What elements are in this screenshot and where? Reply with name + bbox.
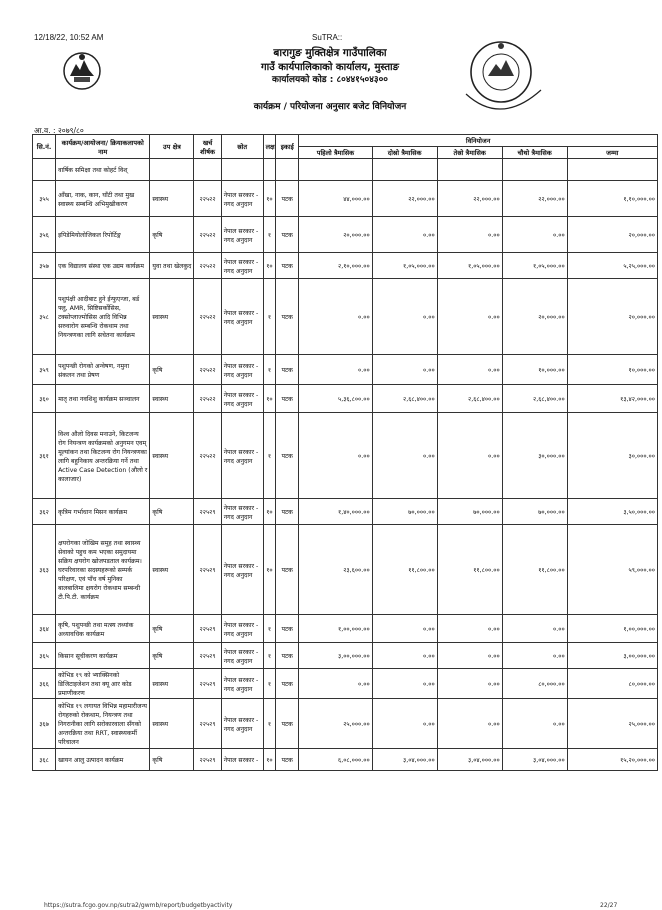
expense-head-cell: २२५२९ bbox=[194, 615, 221, 643]
col-target: लक्ष bbox=[263, 135, 276, 159]
q3-cell: ०.०० bbox=[437, 413, 502, 499]
total-cell: १३,४२,०००.०० bbox=[567, 385, 657, 413]
q1-cell: १,००,०००.०० bbox=[299, 615, 372, 643]
q2-cell: ०.०० bbox=[372, 699, 437, 749]
col-q2: दोस्रो त्रैमासिक bbox=[372, 147, 437, 159]
q3-cell: ०.०० bbox=[437, 355, 502, 385]
total-cell: ५९,०००.०० bbox=[567, 525, 657, 615]
q2-cell: ३,०४,०००.०० bbox=[372, 749, 437, 771]
expense-head-cell: २२५२२ bbox=[194, 355, 221, 385]
footer-page: 22/27 bbox=[600, 902, 618, 909]
sector-cell: स्वास्थ्य bbox=[150, 181, 194, 217]
program-cell: कृषि, पशुपन्छी तथा मत्स्य तथ्यांक अध्यावधिक कार्यक्रम bbox=[56, 615, 150, 643]
q1-cell: ५,३६,८००.०० bbox=[299, 385, 372, 413]
q4-cell: २,६८,४००.०० bbox=[502, 385, 567, 413]
sn-cell: ३६३ bbox=[33, 525, 56, 615]
budget-table bbox=[32, 134, 658, 771]
program-cell: वार्षिक समिक्षा तथा कोहर्ट विश् bbox=[56, 159, 150, 181]
sector-cell: युवा तथा खेलकुद bbox=[150, 253, 194, 279]
col-program: कार्यक्रम/आयोजना/ क्रियाकलापको नाम bbox=[56, 135, 150, 159]
sector-cell: कृषि bbox=[150, 615, 194, 643]
q2-cell: १,०५,०००.०० bbox=[372, 253, 437, 279]
col-sector: उप क्षेत्र bbox=[150, 135, 194, 159]
target-cell: १ bbox=[263, 217, 276, 253]
q1-cell: ३,००,०००.०० bbox=[299, 643, 372, 669]
sn-cell: ३५६ bbox=[33, 217, 56, 253]
table-row bbox=[33, 699, 658, 749]
table-row bbox=[33, 615, 658, 643]
q3-cell: ०.०० bbox=[437, 279, 502, 355]
expense-head-cell: २२५२२ bbox=[194, 181, 221, 217]
sector-cell: कृषि bbox=[150, 355, 194, 385]
table-row bbox=[33, 253, 658, 279]
table-row bbox=[33, 525, 658, 615]
target-cell: १ bbox=[263, 643, 276, 669]
total-cell: ३०,०००.०० bbox=[567, 413, 657, 499]
sector-cell: कृषि bbox=[150, 643, 194, 669]
total-cell: ३,००,०००.०० bbox=[567, 643, 657, 669]
unit-cell: पटक bbox=[276, 217, 299, 253]
sector-cell: कृषि bbox=[150, 749, 194, 771]
total-cell: २५,०००.०० bbox=[567, 699, 657, 749]
expense-head-cell: २२५२२ bbox=[194, 217, 221, 253]
sn-cell: ३५८ bbox=[33, 279, 56, 355]
q3-cell: २२,०००.०० bbox=[437, 181, 502, 217]
q1-cell: २,१०,०००.०० bbox=[299, 253, 372, 279]
unit-cell: पटक bbox=[276, 253, 299, 279]
q3-cell: ०.०० bbox=[437, 699, 502, 749]
program-cell: कृत्रिम गर्भाधान मिसन कार्यक्रम bbox=[56, 499, 150, 525]
q2-cell: ०.०० bbox=[372, 669, 437, 699]
target-cell: १० bbox=[263, 253, 276, 279]
q4-cell: ३०,०००.०० bbox=[502, 413, 567, 499]
source-cell: नेपाल सरकार - नगद अनुदान bbox=[221, 413, 263, 499]
q1-cell: ०.०० bbox=[299, 669, 372, 699]
program-cell: क्षयरोगका जोखिम समुह तथा स्वास्थ्य सेवाको पहुच कम भएका समुदायमा सक्रिय क्षयरोग खोजपडताल कार्यक्रम। घरपरिवारका सदस्यहरूको सम्पर्क परिक्षण, एवं पाँच वर्ष मुनिका बालबालिमा क्षयरोग रोकथाम सम्बन्धी टी.पि.टी. कार्यक्रम bbox=[56, 525, 150, 615]
table-row bbox=[33, 643, 658, 669]
expense-head-cell: २२५२९ bbox=[194, 499, 221, 525]
source-cell: नेपाल सरकार - नगद अनुदान bbox=[221, 385, 263, 413]
total-cell: ५,२५,०००.०० bbox=[567, 253, 657, 279]
q4-cell: ०.०० bbox=[502, 217, 567, 253]
q2-cell: ०.०० bbox=[372, 413, 437, 499]
table-row bbox=[33, 181, 658, 217]
q2-cell: ०.०० bbox=[372, 217, 437, 253]
sector-cell: कृषि bbox=[150, 499, 194, 525]
q1-cell: २५,०००.०० bbox=[299, 699, 372, 749]
sector-cell: स्वास्थ्य bbox=[150, 279, 194, 355]
col-unit: इकाई bbox=[276, 135, 299, 159]
source-cell: नेपाल सरकार - नगद अनुदान bbox=[221, 181, 263, 217]
source-cell: नेपाल सरकार - नगद अनुदान bbox=[221, 643, 263, 669]
total-cell: १,१०,०००.०० bbox=[567, 181, 657, 217]
office-name: गाउँ कार्यपालिकाको कार्यालय, मुस्ताङ bbox=[261, 62, 399, 73]
source-cell: नेपाल सरकार - नगद अनुदान bbox=[221, 355, 263, 385]
program-cell: खायन आलु उत्पादन कार्यक्रम bbox=[56, 749, 150, 771]
app-name: SuTRA:: bbox=[312, 33, 343, 42]
footer-url: https://sutra.fcgo.gov.np/sutra2/gwmb/report/budgetbyactivity bbox=[44, 902, 233, 909]
sn-cell: ३६४ bbox=[33, 615, 56, 643]
unit-cell: पटक bbox=[276, 669, 299, 699]
q1-cell: ६,०८,०००.०० bbox=[299, 749, 372, 771]
q4-cell: ०.०० bbox=[502, 643, 567, 669]
table-row bbox=[33, 279, 658, 355]
sector-cell: स्वास्थ्य bbox=[150, 525, 194, 615]
col-total: जम्मा bbox=[567, 147, 657, 159]
program-cell: एक विद्यालय संस्था एक उद्यम कार्यक्रम bbox=[56, 253, 150, 279]
target-cell: १० bbox=[263, 181, 276, 217]
source-cell: नेपाल सरकार - नगद अनुदान bbox=[221, 279, 263, 355]
program-cell: किसान सूचीकरण कार्यक्रम bbox=[56, 643, 150, 669]
unit-cell: पटक bbox=[276, 749, 299, 771]
table-row bbox=[33, 385, 658, 413]
unit-cell: पटक bbox=[276, 279, 299, 355]
expense-head-cell: २२५२९ bbox=[194, 699, 221, 749]
table-row bbox=[33, 413, 658, 499]
q3-cell: ०.०० bbox=[437, 217, 502, 253]
target-cell: १० bbox=[263, 749, 276, 771]
source-cell: नेपाल सरकार - नगद अनुदान bbox=[221, 699, 263, 749]
total-cell: २०,०००.०० bbox=[567, 279, 657, 355]
unit-cell: पटक bbox=[276, 615, 299, 643]
sn-cell: ३६० bbox=[33, 385, 56, 413]
total-cell: १,००,०००.०० bbox=[567, 615, 657, 643]
sector-cell: स्वास्थ्य bbox=[150, 385, 194, 413]
total-cell: ८०,०००.०० bbox=[567, 669, 657, 699]
expense-head-cell: २२५२२ bbox=[194, 385, 221, 413]
expense-head-cell: २२५२२ bbox=[194, 413, 221, 499]
q4-cell: १,०५,०००.०० bbox=[502, 253, 567, 279]
source-cell: नेपाल सरकार - bbox=[221, 749, 263, 771]
unit-cell: पटक bbox=[276, 643, 299, 669]
q2-cell: ०.०० bbox=[372, 279, 437, 355]
q4-cell: २०,०००.०० bbox=[502, 279, 567, 355]
sn-cell: ३६१ bbox=[33, 413, 56, 499]
target-cell: १ bbox=[263, 699, 276, 749]
q1-cell: २०,०००.०० bbox=[299, 217, 372, 253]
sn-cell: ३६६ bbox=[33, 669, 56, 699]
col-q1: पहिलो त्रैमासिक bbox=[299, 147, 372, 159]
target-cell: १ bbox=[263, 413, 276, 499]
unit-cell: पटक bbox=[276, 385, 299, 413]
total-cell: २०,०००.०० bbox=[567, 217, 657, 253]
expense-head-cell: २२५२२ bbox=[194, 279, 221, 355]
sn-cell: ३६५ bbox=[33, 643, 56, 669]
q1-cell: १,४०,०००.०० bbox=[299, 499, 372, 525]
q3-cell: २,६८,४००.०० bbox=[437, 385, 502, 413]
target-cell: १० bbox=[263, 525, 276, 615]
municipality-seal-icon bbox=[446, 36, 556, 116]
sn-cell: ३५५ bbox=[33, 181, 56, 217]
q3-cell: ०.०० bbox=[437, 615, 502, 643]
total-cell: ३,५०,०००.०० bbox=[567, 499, 657, 525]
col-q3: तेस्रो त्रैमासिक bbox=[437, 147, 502, 159]
col-source: स्रोत bbox=[221, 135, 263, 159]
target-cell: १ bbox=[263, 669, 276, 699]
table-row bbox=[33, 217, 658, 253]
target-cell: १ bbox=[263, 615, 276, 643]
q2-cell: ०.०० bbox=[372, 615, 437, 643]
target-cell: १० bbox=[263, 385, 276, 413]
q2-cell: ११,८००.०० bbox=[372, 525, 437, 615]
q4-cell: ११,८००.०० bbox=[502, 525, 567, 615]
q4-cell: ३,०४,०००.०० bbox=[502, 749, 567, 771]
q3-cell: ३,०४,०००.०० bbox=[437, 749, 502, 771]
source-cell: नेपाल सरकार - नगद अनुदान bbox=[221, 615, 263, 643]
q2-cell: ७०,०००.०० bbox=[372, 499, 437, 525]
q4-cell: १०,०००.०० bbox=[502, 355, 567, 385]
program-cell: कोभिड १९ लगायत विभिन्न महामारीजन्य रोगहरुको रोकथाम, नियन्त्रण तथा निगरानीका लागि सरोकारवाला सँगको अन्तरक्रिया तथा RRT, स्वास्थ्यकर्मी परिचालन bbox=[56, 699, 150, 749]
col-expense: खर्च शीर्षक bbox=[194, 135, 221, 159]
target-cell: १ bbox=[263, 279, 276, 355]
unit-cell: पटक bbox=[276, 181, 299, 217]
q4-cell: २२,०००.०० bbox=[502, 181, 567, 217]
unit-cell: पटक bbox=[276, 525, 299, 615]
source-cell: नेपाल सरकार - नगद अनुदान bbox=[221, 217, 263, 253]
program-cell: कोभिड १९ को भ्याक्सिनको डिजिटाइजेशन तथा क्यू आर कोड प्रमाणीकरण bbox=[56, 669, 150, 699]
q4-cell: ८०,०००.०० bbox=[502, 669, 567, 699]
q1-cell: ४४,०००.०० bbox=[299, 181, 372, 217]
q3-cell: ०.०० bbox=[437, 643, 502, 669]
q4-cell: ७०,०००.०० bbox=[502, 499, 567, 525]
col-allocation: विनियोजन bbox=[299, 135, 658, 147]
unit-cell: पटक bbox=[276, 499, 299, 525]
unit-cell: पटक bbox=[276, 699, 299, 749]
col-sn: सि.नं. bbox=[33, 135, 56, 159]
source-cell: नेपाल सरकार - नगद अनुदान bbox=[221, 499, 263, 525]
col-q4: चौथो त्रैमासिक bbox=[502, 147, 567, 159]
table-row bbox=[33, 669, 658, 699]
program-cell: इपिडेमियोलोजिकल रिपोर्टिङ्ग bbox=[56, 217, 150, 253]
q4-cell: ०.०० bbox=[502, 615, 567, 643]
table-row bbox=[33, 355, 658, 385]
expense-head-cell: २२५२९ bbox=[194, 669, 221, 699]
program-cell: आँखा, नाक, कान, घाँटी तथा मुख स्वास्थ्य सम्बन्धि अभिमुखीकरण bbox=[56, 181, 150, 217]
source-cell: नेपाल सरकार - नगद अनुदान bbox=[221, 525, 263, 615]
q4-cell: ०.०० bbox=[502, 699, 567, 749]
table-row bbox=[33, 499, 658, 525]
sn-cell: ३५७ bbox=[33, 253, 56, 279]
q3-cell: १,०५,०००.०० bbox=[437, 253, 502, 279]
program-cell: विश्व औलो दिवस मनाउने, किटजन्य रोग नियन्त्रण कार्यक्रमको अनुगमन एवम् मूल्यांकन तथा किटजन्य रोग नियन्त्रणका लागि बहुनिकाय अन्तरक्रिया गर्ने तथा Active Case Detection (औलो र कालाजार) bbox=[56, 413, 150, 499]
q3-cell: ११,८००.०० bbox=[437, 525, 502, 615]
expense-head-cell: २२५२२ bbox=[194, 253, 221, 279]
sn-cell: ३६२ bbox=[33, 499, 56, 525]
sector-cell: स्वास्थ्य bbox=[150, 413, 194, 499]
table-row bbox=[33, 749, 658, 771]
fiscal-year: आ.व. : २०७९/८० bbox=[34, 126, 84, 135]
q1-cell: ०.०० bbox=[299, 413, 372, 499]
program-cell: मातृ तथा नवशिशु कार्यक्रम सञ्चालन bbox=[56, 385, 150, 413]
source-cell: नेपाल सरकार - नगद अनुदान bbox=[221, 669, 263, 699]
sector-cell: स्वास्थ्य bbox=[150, 669, 194, 699]
q3-cell: ७०,०००.०० bbox=[437, 499, 502, 525]
unit-cell: पटक bbox=[276, 355, 299, 385]
table-row bbox=[33, 159, 658, 181]
expense-head-cell: २२५२९ bbox=[194, 643, 221, 669]
q2-cell: २२,०००.०० bbox=[372, 181, 437, 217]
q2-cell: ०.०० bbox=[372, 643, 437, 669]
expense-head-cell: २२५२९ bbox=[194, 749, 221, 771]
target-cell: १ bbox=[263, 355, 276, 385]
expense-head-cell: २२५२९ bbox=[194, 525, 221, 615]
sn-cell: ३६८ bbox=[33, 749, 56, 771]
target-cell: १० bbox=[263, 499, 276, 525]
sn-cell: ३६७ bbox=[33, 699, 56, 749]
q2-cell: ०.०० bbox=[372, 355, 437, 385]
unit-cell: पटक bbox=[276, 413, 299, 499]
nepal-emblem-icon bbox=[62, 50, 102, 92]
q1-cell: २३,६००.०० bbox=[299, 525, 372, 615]
total-cell: १५,२०,०००.०० bbox=[567, 749, 657, 771]
source-cell: नेपाल सरकार - नगद अनुदान bbox=[221, 253, 263, 279]
program-cell: पशुपन्छी रोगको अन्वेषण, नमुना संकलन तथा प्रेषण bbox=[56, 355, 150, 385]
program-cell: पशुपंक्षी आदीबाट हुने ईन्फुएन्जा, बर्ड फ्लु, AMR, सिष्टिसर्कोसिस, टक्सोप्लाज्मोसिस आदि विभिन्न सरुवारोग सम्बन्धि रोकथाम तथा नियन्त्रणका लागि सचेतना कार्यक्रम bbox=[56, 279, 150, 355]
sector-cell: स्वास्थ्य bbox=[150, 699, 194, 749]
municipality-name: बारागुङ मुक्तिक्षेत्र गाउँपालिका bbox=[273, 47, 387, 59]
q2-cell: २,६८,४००.०० bbox=[372, 385, 437, 413]
total-cell: १०,०००.०० bbox=[567, 355, 657, 385]
sector-cell: कृषि bbox=[150, 217, 194, 253]
q3-cell: ०.०० bbox=[437, 669, 502, 699]
print-datetime: 12/18/22, 10:52 AM bbox=[34, 33, 104, 42]
sn-cell: ३५९ bbox=[33, 355, 56, 385]
report-title: कार्यक्रम / परियोजना अनुसार बजेट विनियोजन bbox=[253, 102, 407, 112]
office-code: कार्यालयको कोड : ८०४४१५०४३०० bbox=[272, 75, 388, 85]
q1-cell: ०.०० bbox=[299, 355, 372, 385]
q1-cell: ०.०० bbox=[299, 279, 372, 355]
